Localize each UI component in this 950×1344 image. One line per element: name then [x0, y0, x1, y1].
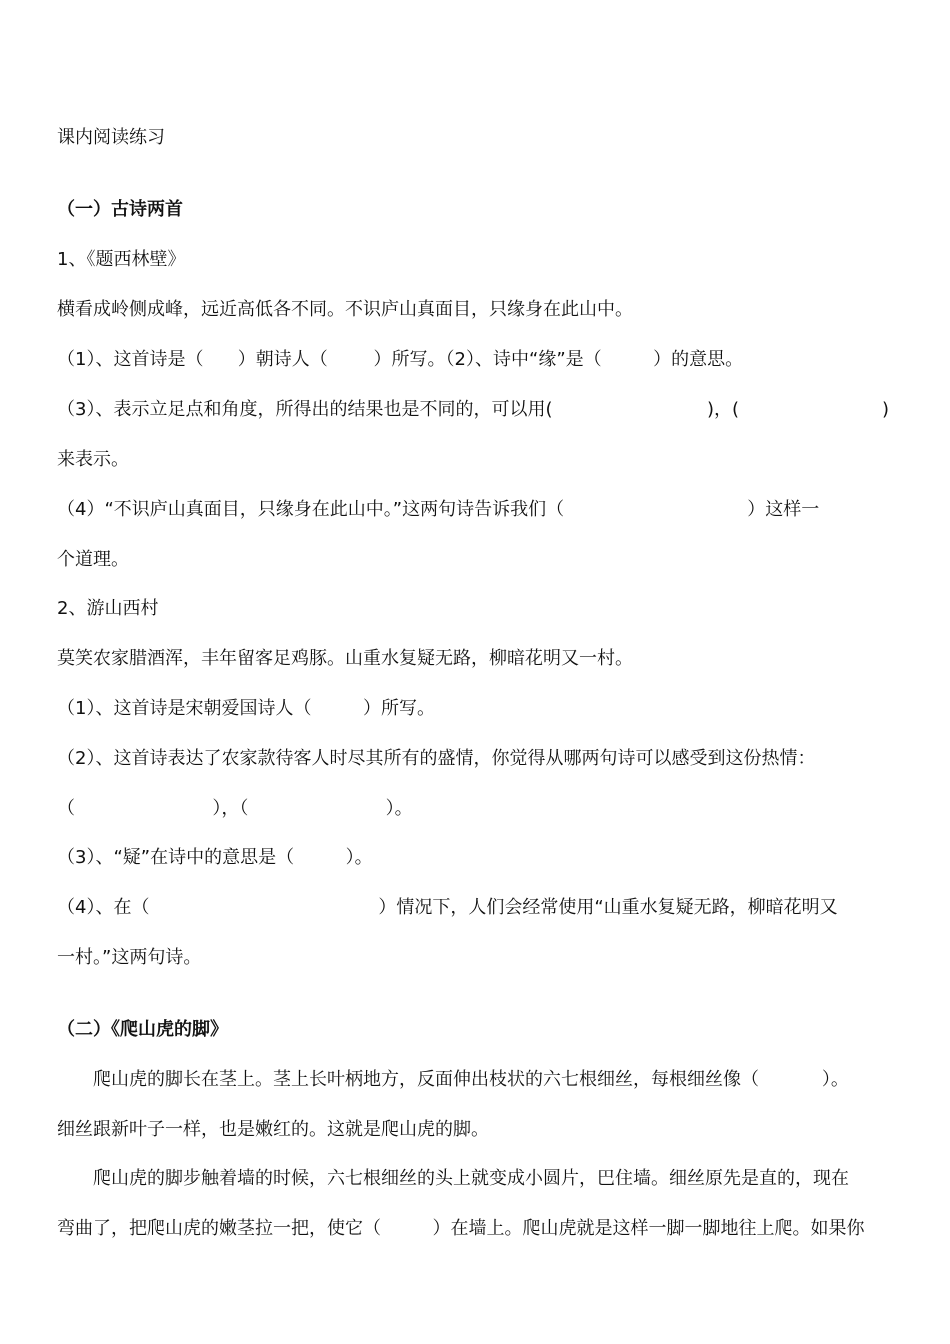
- poem1-question-3-continued: 来表示。: [57, 449, 129, 470]
- poem1-question-4-continued: 个道理。: [57, 549, 129, 570]
- poem1-question-4: （4）“不识庐山真面目，只缘身在此山中。”这两句诗告诉我们（ ）这样一: [57, 499, 820, 520]
- poem1-question-1-2: （1）、这首诗是（ ）朝诗人（ ）所写。（2）、诗中“缘”是（ ）的意思。: [57, 349, 744, 370]
- section-heading-climbing-ivy: （二）《爬山虎的脚》: [57, 1019, 228, 1040]
- poem2-question-4-continued: 一村。”这两句诗。: [57, 947, 202, 968]
- poem2-question-2-blanks: （ ），（ ）。: [57, 798, 413, 819]
- poem2-question-3: （3）、“疑”在诗中的意思是（ ）。: [57, 847, 373, 868]
- section-heading-ancient-poems: （一）古诗两首: [57, 199, 183, 220]
- poem1-text: 横看成岭侧成峰，远近高低各不同。不识庐山真面目，只缘身在此山中。: [57, 299, 633, 320]
- passage-paragraph-2: 爬山虎的脚步触着墙的时候，六七根细丝的头上就变成小圆片，巴住墙。细丝原先是直的，现在: [93, 1168, 849, 1189]
- passage-paragraph-2-continued: 弯曲了，把爬山虎的嫩茎拉一把，使它（ ）在墙上。爬山虎就是这样一脚一脚地往上爬。如果你: [57, 1218, 865, 1239]
- passage-paragraph-1: 爬山虎的脚长在茎上。茎上长叶柄地方，反面伸出枝状的六七根细丝，每根细丝像（ ）。: [93, 1069, 849, 1090]
- poem2-text: 莫笑农家腊酒浑，丰年留客足鸡豚。山重水复疑无路，柳暗花明又一村。: [57, 648, 633, 669]
- poem2-question-2: （2）、这首诗表达了农家款待客人时尽其所有的盛情，你觉得从哪两句诗可以感受到这份热情：: [57, 748, 816, 769]
- poem2-label: 2、游山西村: [57, 598, 159, 619]
- passage-paragraph-1-continued: 细丝跟新叶子一样，也是嫩红的。这就是爬山虎的脚。: [57, 1119, 489, 1140]
- poem2-question-4: （4）、在（ ）情况下，人们会经常使用“山重水复疑无路，柳暗花明又: [57, 897, 838, 918]
- poem1-question-3: （3）、表示立足点和角度，所得出的结果也是不同的，可以用( )，( ): [57, 399, 890, 420]
- poem2-question-1: （1）、这首诗是宋朝爱国诗人（ ）所写。: [57, 698, 435, 719]
- poem1-label: 1、《题西林壁》: [57, 249, 186, 270]
- page-title: 课内阅读练习: [57, 127, 165, 148]
